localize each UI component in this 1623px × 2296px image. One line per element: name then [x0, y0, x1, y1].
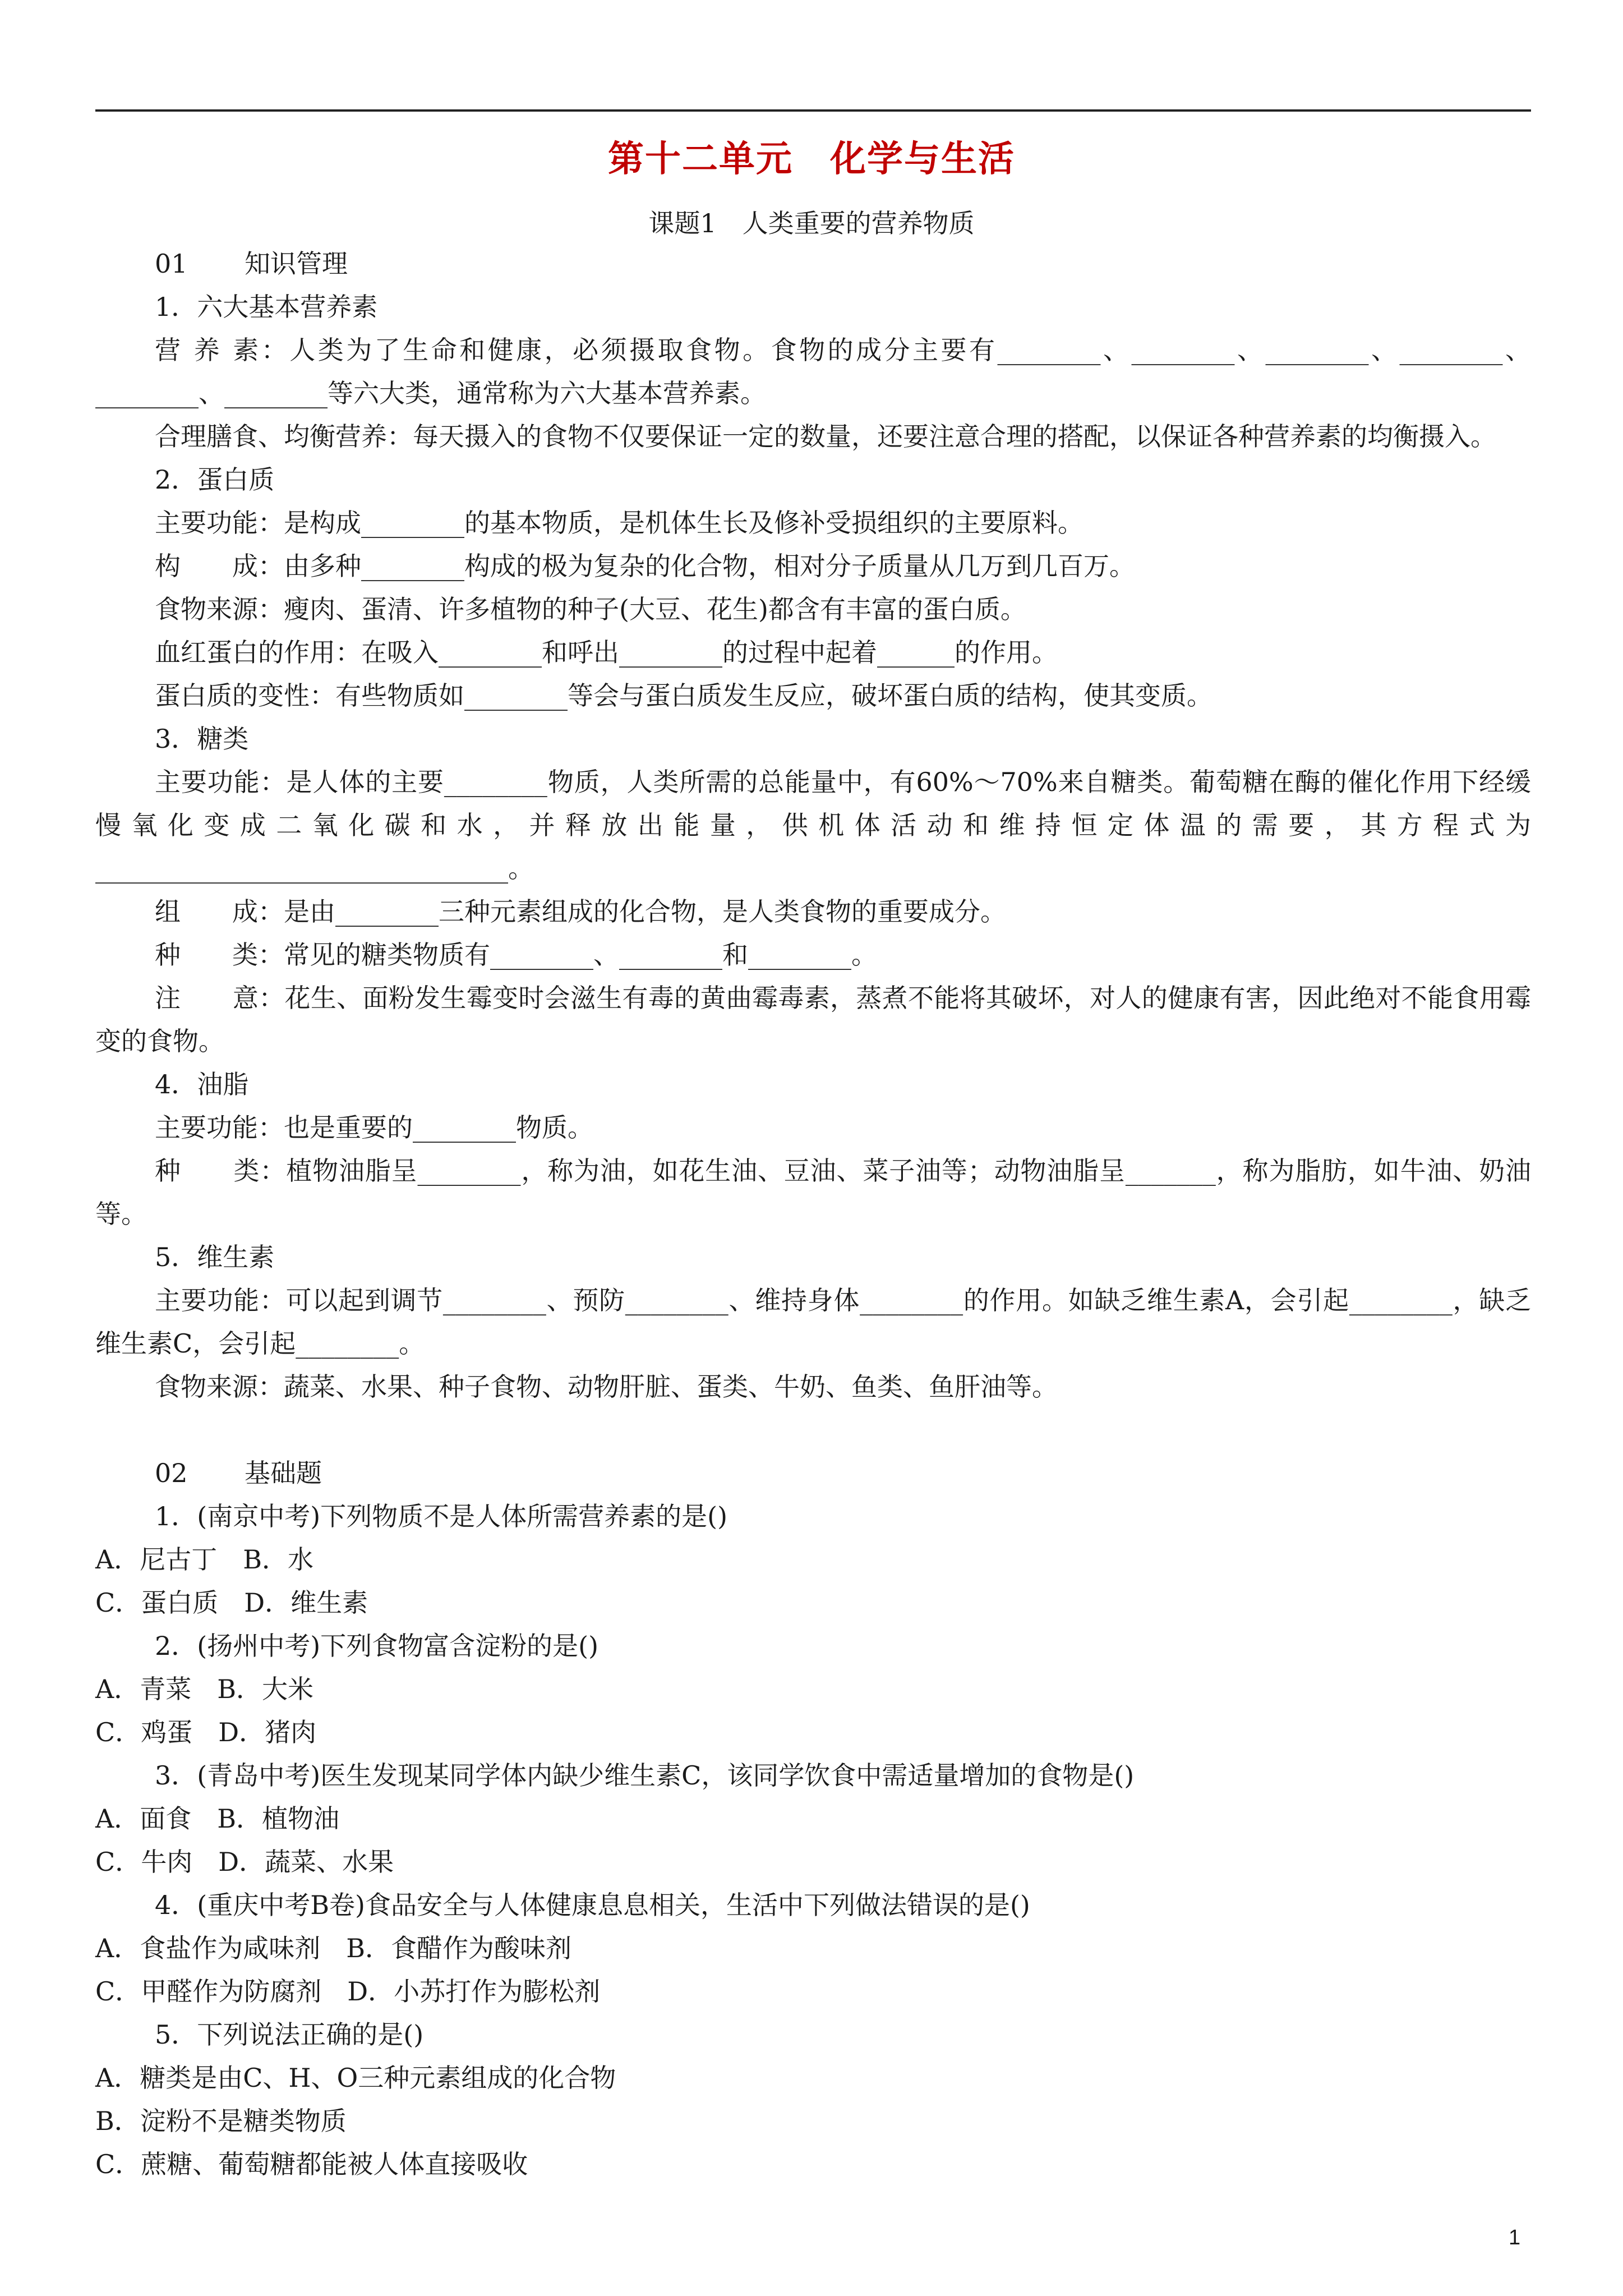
- question-option: C．鸡蛋 D．猪肉: [95, 1717, 317, 1747]
- question-stem: 5．下列说法正确的是(): [155, 2019, 424, 2050]
- page-title: 第十二单元 化学与生活: [608, 138, 1015, 180]
- question-option: A．青菜 B．大米: [95, 1674, 314, 1704]
- question-option: B．淀粉不是糖类物质: [95, 2106, 347, 2136]
- document-body: [95, 242, 1531, 2186]
- sugar-note: 注 意：花生、面粉发生霉变时会滋生有毒的黄曲霉毒素，蒸煮不能将其破坏，对人的健康有害，因此绝对不能食用霉变的食物。: [95, 983, 1531, 1056]
- page-number: 1: [1509, 2226, 1521, 2249]
- heading-protein: 2．蛋白质: [155, 464, 275, 495]
- question-option: C．甲醛作为防腐剂 D．小苏打作为膨松剂: [95, 1976, 601, 2007]
- question-stem: 3．(青岛中考)医生发现某同学体内缺少维生素C，该同学饮食中需适量增加的食物是(): [155, 1760, 1135, 1791]
- vitamin-function: 主要功能：可以起到调节________、预防________、维持身体________的作用。如缺乏维生素A，会引起________，缺乏维生素C，会引起________。: [95, 1285, 1531, 1359]
- protein-sources: 食物来源：瘦肉、蛋清、许多植物的种子(大豆、花生)都含有丰富的蛋白质。: [155, 594, 1026, 624]
- question-option: A．糖类是由C、H、O三种元素组成的化合物: [95, 2063, 616, 2093]
- heading-fat: 4．油脂: [155, 1069, 249, 1099]
- protein-function: 主要功能：是构成________的基本物质，是机体生长及修补受损组织的主要原料。: [155, 508, 1083, 538]
- header-rule: [95, 109, 1531, 112]
- section-heading-basic: 02 基础题: [155, 1458, 322, 1488]
- question-option: A．食盐作为咸味剂 B．食醋作为酸味剂: [95, 1933, 572, 1963]
- section-heading-knowledge: 01 知识管理: [155, 249, 348, 279]
- question-option: C．蔗糖、葡萄糖都能被人体直接吸收: [95, 2149, 528, 2179]
- nutrients-definition: 营 养 素：人类为了生命和健康，必须摄取食物。食物的成分主要有________、________、________、________、________、________等六大类，通常称为六大基本营养素。: [95, 335, 1531, 408]
- vitamin-sources: 食物来源：蔬菜、水果、种子食物、动物肝脏、蛋类、牛奶、鱼类、鱼肝油等。: [155, 1372, 1058, 1402]
- protein-composition: 构 成：由多种________构成的极为复杂的化合物，相对分子质量从几万到几百万。: [155, 551, 1135, 581]
- question-stem: 1．(南京中考)下列物质不是人体所需营养素的是(): [155, 1501, 728, 1531]
- hemoglobin-role: 血红蛋白的作用：在吸入________和呼出________的过程中起着______的作用。: [155, 637, 1058, 668]
- lesson-subtitle: 课题1 人类重要的营养物质: [648, 208, 975, 238]
- question-stem: 2．(扬州中考)下列食物富含淀粉的是(): [155, 1631, 599, 1661]
- question-option: A．面食 B．植物油: [95, 1803, 340, 1834]
- sugar-function: 主要功能：是人体的主要________物质，人类所需的总能量中，有60%～70%来自糖类。葡萄糖在酶的催化作用下经缓慢氧化变成二氧化碳和水，并释放出能量，供机体活动和维持恒定体温的需要，其方程式为________________________________。: [95, 767, 1531, 884]
- spacer: [95, 1409, 1531, 1452]
- fat-function: 主要功能：也是重要的________物质。: [155, 1112, 593, 1143]
- balanced-diet: 合理膳食、均衡营养：每天摄入的食物不仅要保证一定的数量，还要注意合理的搭配，以保证各种营养素的均衡摄入。: [155, 421, 1496, 452]
- heading-vitamin: 5．维生素: [155, 1242, 275, 1272]
- sugar-composition: 组 成：是由________三种元素组成的化合物，是人类食物的重要成分。: [155, 896, 1006, 927]
- question-option: C．牛肉 D．蔬菜、水果: [95, 1847, 394, 1877]
- question-option: A．尼古丁 B．水: [95, 1544, 314, 1575]
- protein-denaturation: 蛋白质的变性：有些物质如________等会与蛋白质发生反应，破坏蛋白质的结构，使其变质。: [155, 680, 1212, 711]
- heading-sugar: 3．糖类: [155, 724, 249, 754]
- question-option: C．蛋白质 D．维生素: [95, 1588, 368, 1618]
- question-stem: 4．(重庆中考B卷)食品安全与人体健康息息相关，生活中下列做法错误的是(): [155, 1890, 1030, 1920]
- sugar-types: 种 类：常见的糖类物质有________、________和________。: [155, 940, 877, 970]
- fat-types: 种 类：植物油脂呈________，称为油，如花生油、豆油、菜子油等；动物油脂呈_______，称为脂肪，如牛油、奶油等。: [95, 1156, 1531, 1229]
- heading-nutrients: 1．六大基本营养素: [155, 292, 378, 322]
